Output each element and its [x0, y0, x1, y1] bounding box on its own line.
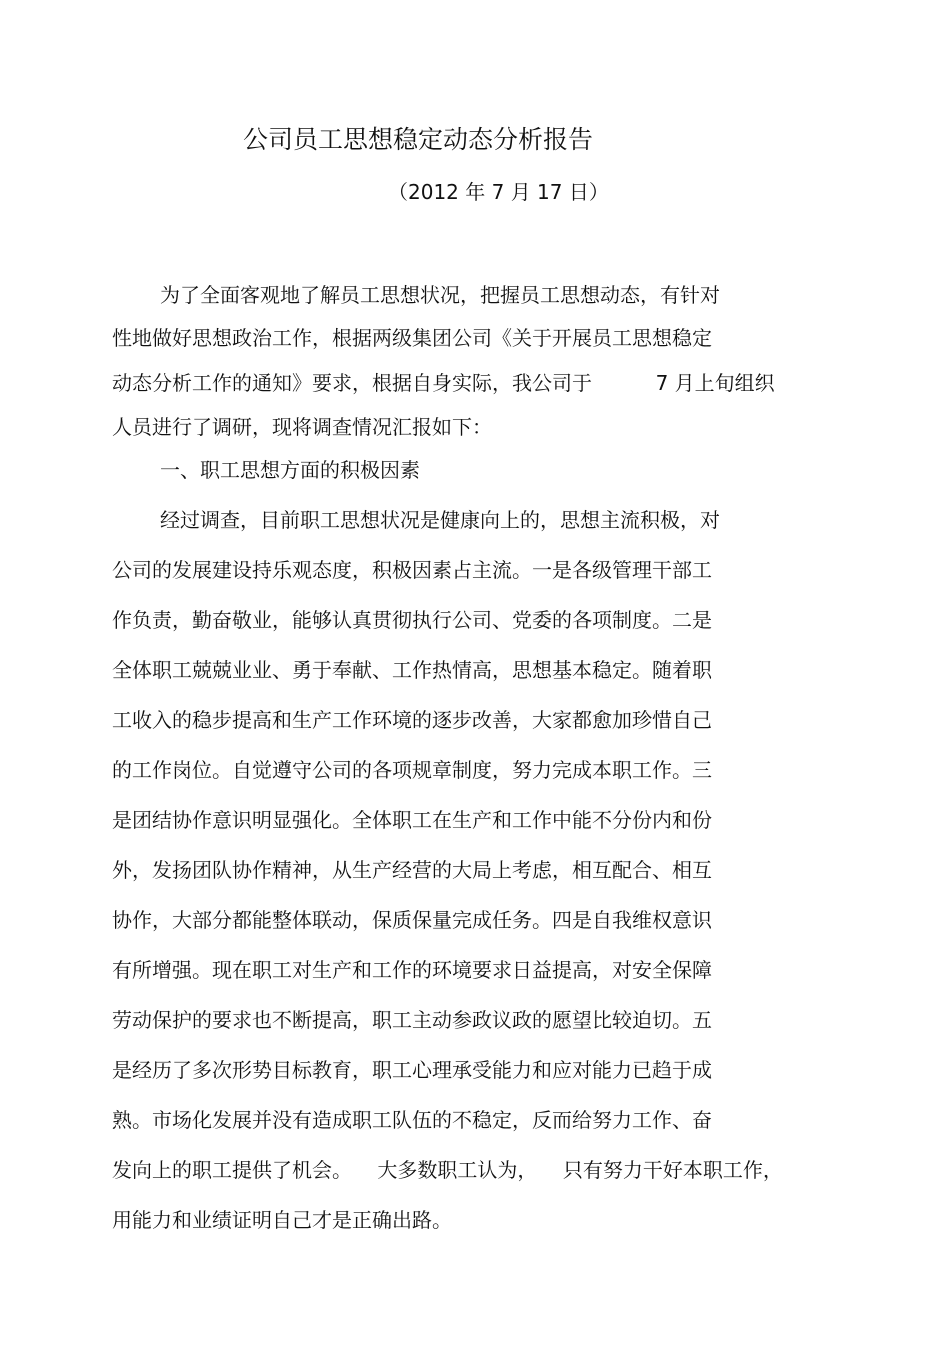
section-heading: 一、职工思想方面的积极因素 [160, 458, 420, 482]
section1-line: 是经历了多次形势目标教育，职工心理承受能力和应对能力已趋于成 [112, 1058, 712, 1082]
section1-line: 是团结协作意识明显强化。全体职工在生产和工作中能不分份内和份 [112, 808, 712, 832]
section1-line: 工收入的稳步提高和生产工作环境的逐步改善，大家都愈加珍惜自己 [112, 708, 712, 732]
report-title: 公司员工思想稳定动态分析报告 [243, 125, 594, 154]
section1-line: 作负责，勤奋敬业，能够认真贯彻执行公司、党委的各项制度。二是 [112, 608, 712, 632]
section1-line: 协作，大部分都能整体联动，保质保量完成任务。四是自我维权意识 [112, 908, 712, 932]
section1-line: 经过调查，目前职工思想状况是健康向上的，思想主流积极，对 [160, 508, 720, 532]
intro-line: 性地做好思想政治工作，根据两级集团公司《关于开展员工思想稳定 [112, 326, 712, 350]
section1-line: 外，发扬团队协作精神，从生产经营的大局上考虑，相互配合、相互 [112, 858, 712, 882]
section1-line: 全体职工兢兢业业、勇于奉献、工作热情高，思想基本稳定。随着职 [112, 658, 712, 682]
section1-line: 有所增强。现在职工对生产和工作的环境要求日益提高，对安全保障 [112, 958, 712, 982]
section1-line: 的工作岗位。自觉遵守公司的各项规章制度，努力完成本职工作。三 [112, 758, 712, 782]
section1-line: 熟。市场化发展并没有造成职工队伍的不稳定，反而给努力工作、奋 [112, 1108, 712, 1132]
section1-line: 用能力和业绩证明自己才是正确出路。 [112, 1208, 452, 1232]
intro-line: 动态分析工作的通知》要求，根据自身实际，我公司于 7 月上旬组织 [112, 371, 775, 395]
section1-line: 发向上的职工提供了机会。 大多数职工认为， 只有努力干好本职工作， [112, 1158, 783, 1182]
section1-line: 劳动保护的要求也不断提高，职工主动参政议政的愿望比较迫切。五 [112, 1008, 712, 1032]
section1-line: 公司的发展建设持乐观态度，积极因素占主流。一是各级管理干部工 [112, 558, 712, 582]
intro-line: 为了全面客观地了解员工思想状况，把握员工思想动态，有针对 [160, 283, 720, 307]
report-date: （2012 年 7 月 17 日） [388, 180, 609, 204]
intro-line: 人员进行了调研，现将调查情况汇报如下： [112, 415, 492, 439]
